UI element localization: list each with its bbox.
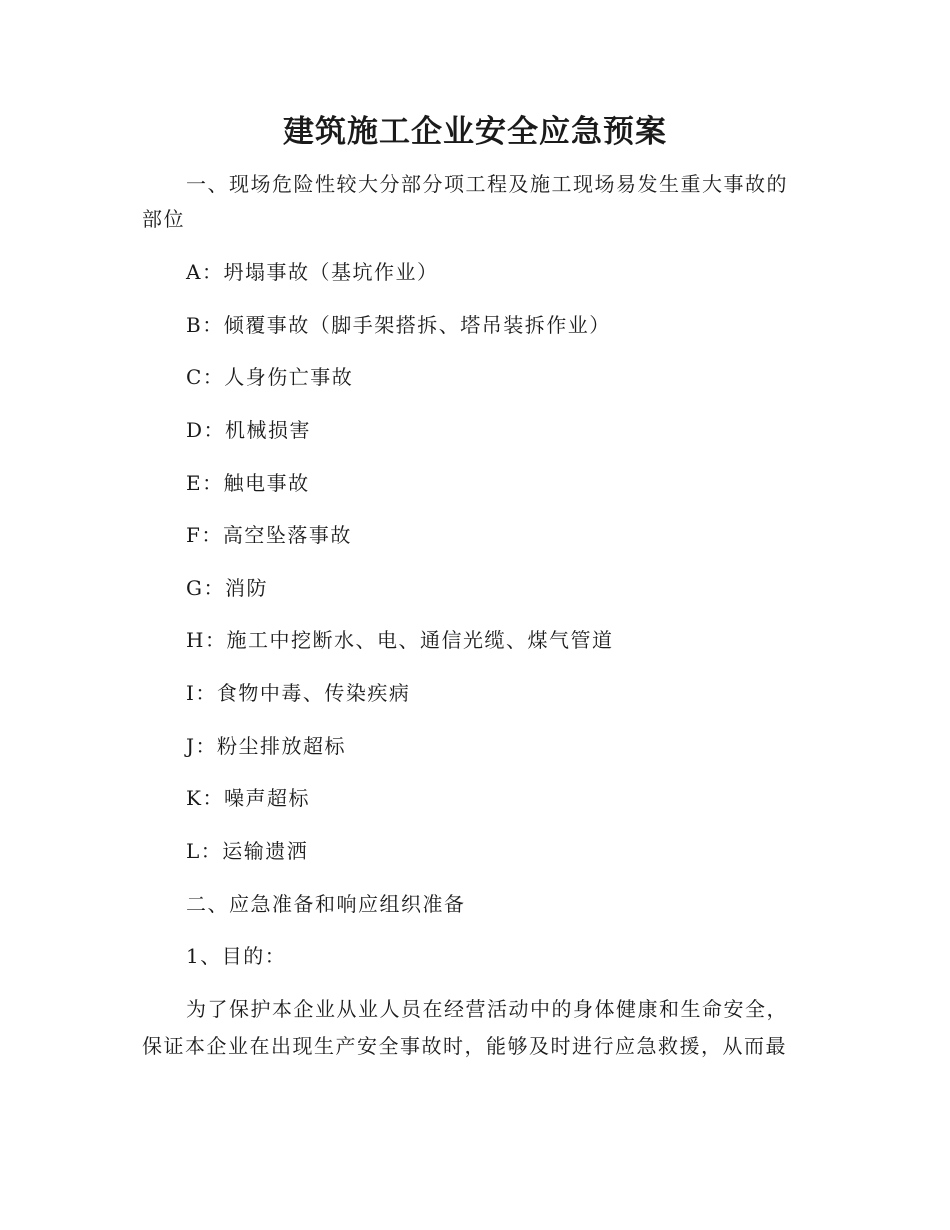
list-item-a: A：坍塌事故（基坑作业）	[186, 260, 439, 284]
list-item-j: J：粉尘排放超标	[186, 734, 347, 758]
list-item-d: D：机械损害	[186, 418, 312, 442]
list-item-c: C：人身伤亡事故	[186, 365, 354, 389]
list-item-l: L：运输遗洒	[186, 839, 309, 863]
list-item-k: K：噪声超标	[186, 786, 310, 810]
list-item-g: G：消防	[186, 576, 268, 600]
paragraph-line1: 为了保护本企业从业人员在经营活动中的身体健康和生命安全，	[186, 997, 788, 1021]
document-title: 建筑施工企业安全应急预案	[283, 114, 667, 150]
list-item-h: H：施工中挖断水、电、通信光缆、煤气管道	[186, 628, 614, 652]
list-item-f: F：高空坠落事故	[186, 523, 352, 547]
section1-heading-line1: 一、现场危险性较大分部分项工程及施工现场易发生重大事故的	[186, 172, 788, 196]
list-item-e: E：触电事故	[186, 471, 310, 495]
list-item-i: I：食物中毒、传染疾病	[186, 681, 411, 705]
section2-heading: 二、应急准备和响应组织准备	[186, 892, 466, 916]
list-item-b: B：倾覆事故（脚手架搭拆、塔吊装拆作业）	[186, 313, 611, 337]
section2-sub1: 1、目的：	[186, 944, 287, 968]
section1-heading-line2: 部位	[142, 207, 185, 231]
paragraph-line2: 保证本企业在出现生产安全事故时，能够及时进行应急救援，从而最	[142, 1034, 787, 1058]
